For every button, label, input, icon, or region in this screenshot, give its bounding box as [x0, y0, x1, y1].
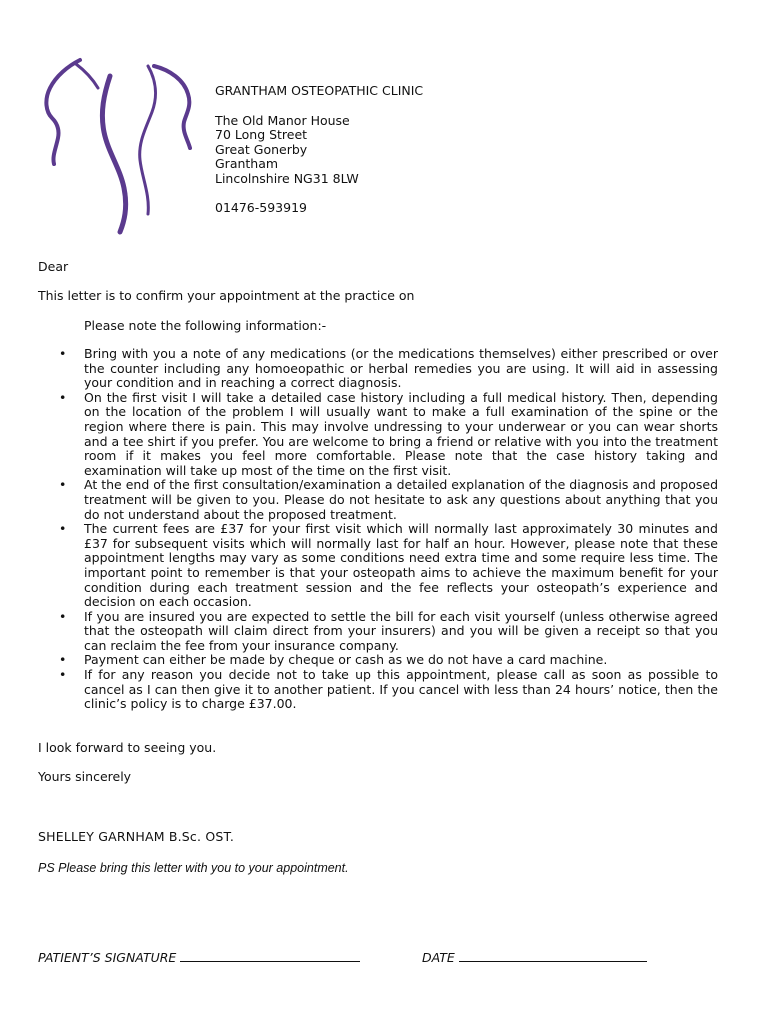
address-line: Great Gonerby [215, 141, 308, 157]
list-item: • If for any reason you decide not to take up this appointment, please call as soon as possible to cancel as I can then give it to another patient. If you cancel with less than 24 hours’ notice, then the clinic’s policy is to charge £37.00. [59, 667, 718, 712]
bullet-icon: • [59, 346, 67, 361]
date-field [422, 950, 647, 965]
list-item: • The current fees are £37 for your first visit which will normally last approximately 30 minutes and £37 for subsequent visits which will normally last for half an hour. However, please note that these appointment lengths may vary as some conditions need extra time and some require less time. The important point to remember is that your osteopath aims to achieve the maximum benefit for your condition during each treatment session and the fee reflects your osteopath’s experience and decision on each occasion. [59, 521, 718, 610]
greeting: Dear [38, 259, 69, 274]
bullet-icon: • [59, 521, 67, 537]
bullet-icon: • [59, 389, 67, 405]
closing-line: I look forward to seeing you. [38, 740, 217, 755]
list-item: • Payment can either be made by cheque or cash as we do not have a card machine. [59, 652, 608, 668]
bullet-icon: • [59, 477, 67, 493]
list-item: • At the end of the first consultation/examination a detailed explanation of the diagnosis and proposed treatment will be given to you. Please do not hesitate to ask any questions about anything that you do not understand about the proposed treatment. [59, 477, 718, 522]
clinic-phone: 01476-593919 [215, 200, 307, 215]
logo-spine-right [140, 66, 156, 214]
list-item: • On the first visit I will take a detailed case history including a full medical history. Then, depending on the location of the problem I will usually want to make a full examination of the spine or the region where there is pain. This may involve undressing to your underwear or you can wear shorts and a tee shirt if you prefer. You are welcome to bring a friend or relative with you into the treatment room if it makes you feel more comfortable. Please note that the case history taking and examination will take up most of the time on the first visit. [59, 389, 718, 478]
bullet-icon: • [59, 652, 67, 668]
bullet-icon: • [59, 608, 67, 624]
signature-field [38, 950, 360, 965]
logo-left-shoulder-top [76, 64, 98, 88]
signer-name: SHELLEY GARNHAM B.Sc. OST. [38, 829, 235, 844]
signature-line[interactable] [180, 951, 360, 962]
logo-spine-left [102, 76, 125, 232]
information-list [56, 347, 718, 712]
note-heading: Please note the following information:- [84, 318, 327, 333]
list-item: • Bring with you a note of any medications (or the medications themselves) either prescribed or over the counter including any homoeopathic or herbal remedies you are using. It will aid in assessing your condition and in reaching a correct diagnosis. [59, 346, 718, 391]
clinic-name: GRANTHAM OSTEOPATHIC CLINIC [215, 83, 424, 98]
spine-logo-icon [38, 56, 208, 236]
clinic-header [215, 84, 423, 216]
date-line[interactable] [459, 951, 647, 962]
intro-text: This letter is to confirm your appointment at the practice on [38, 288, 415, 303]
address-line: Grantham [215, 156, 279, 171]
logo-left-shoulder [46, 60, 80, 164]
signoff: Yours sincerely [38, 769, 132, 784]
address-line: The Old Manor House [215, 112, 350, 128]
address-line: Lincolnshire NG31 8LW [215, 170, 359, 186]
list-item: • If you are insured you are expected to settle the bill for each visit yourself (unless otherwise agreed that the osteopath will claim direct from your insurers) and you will be given a receipt so that you can reclaim the fee from your insurance company. [59, 608, 718, 653]
bullet-icon: • [59, 667, 67, 683]
address-line: 70 Long Street [215, 127, 308, 142]
date-label: DATE [422, 950, 455, 965]
postscript: PS Please bring this letter with you to your appointment. [38, 861, 349, 875]
logo-right-shoulder [154, 66, 190, 148]
signature-label: PATIENT’S SIGNATURE [38, 950, 177, 965]
